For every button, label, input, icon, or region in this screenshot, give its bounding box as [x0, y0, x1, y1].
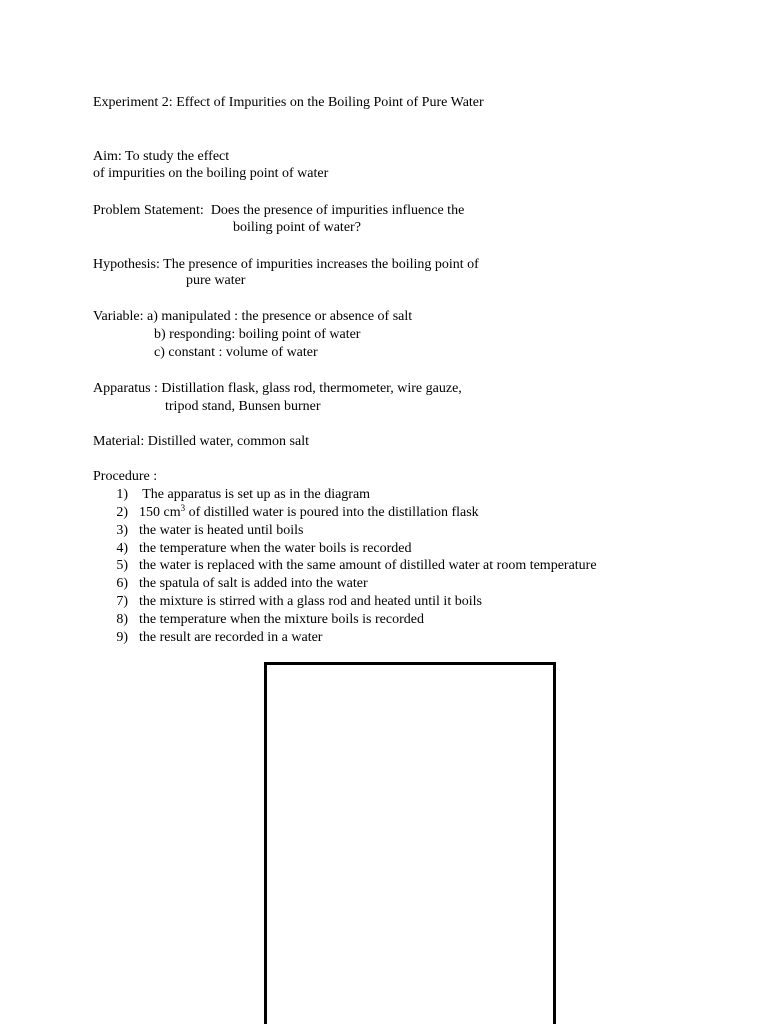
problem-statement-line-1: Problem Statement: Does the presence of impurities influence the: [93, 203, 465, 218]
hypothesis-line-1: Hypothesis: The presence of impurities increases the boiling point of: [93, 257, 479, 272]
procedure-step-text: the water is replaced with the same amount of distilled water at room temperature: [139, 558, 597, 573]
procedure-step-number: 6): [116, 576, 128, 591]
procedure-step-number: 8): [116, 612, 128, 627]
procedure-step-number: 9): [116, 630, 128, 645]
procedure-step-text: The apparatus is set up as in the diagram: [139, 487, 371, 502]
hypothesis-line-2: pure water: [186, 273, 246, 288]
procedure-step-text: the temperature when the water boils is recorded: [139, 541, 412, 556]
procedure-step-number: 4): [116, 541, 128, 556]
procedure-step-text: the mixture is stirred with a glass rod and heated until it boils: [139, 594, 482, 609]
apparatus-line-2: tripod stand, Bunsen burner: [165, 399, 321, 414]
apparatus-line-1: Apparatus : Distillation flask, glass rod, thermometer, wire gauze,: [93, 381, 462, 396]
material-line: Material: Distilled water, common salt: [93, 434, 309, 449]
procedure-step-number: 1): [116, 487, 128, 502]
procedure-step-text: [139, 504, 479, 522]
diagram-frame: [264, 662, 556, 1024]
procedure-step-text: the temperature when the mixture boils is recorded: [139, 612, 424, 627]
variable-responding: b) responding: boiling point of water: [154, 327, 361, 342]
problem-statement-line-2: boiling point of water?: [233, 220, 361, 235]
variable-constant: c) constant : volume of water: [154, 345, 318, 360]
document-title: Experiment 2: Effect of Impurities on the Boiling Point of Pure Water: [93, 95, 484, 110]
procedure-step-text: the water is heated until boils: [139, 523, 304, 538]
procedure-step-number: 3): [116, 523, 128, 538]
step-text-pre: 150 cm: [139, 505, 181, 520]
procedure-step-text: the result are recorded in a water: [139, 630, 323, 645]
procedure-step-text: the spatula of salt is added into the water: [139, 576, 368, 591]
procedure-step-number: 7): [116, 594, 128, 609]
superscript-cubed: 3: [180, 503, 186, 513]
aim-line-1: Aim: To study the effect: [93, 149, 230, 164]
aim-line-2: of impurities on the boiling point of water: [93, 166, 329, 181]
procedure-step-number: 5): [116, 558, 128, 573]
procedure-heading: Procedure :: [93, 469, 158, 484]
variable-manipulated: Variable: a) manipulated : the presence or absence of salt: [93, 309, 413, 324]
procedure-step-number: 2): [116, 505, 128, 520]
step-text-post: of distilled water is poured into the distillation flask: [185, 505, 479, 520]
